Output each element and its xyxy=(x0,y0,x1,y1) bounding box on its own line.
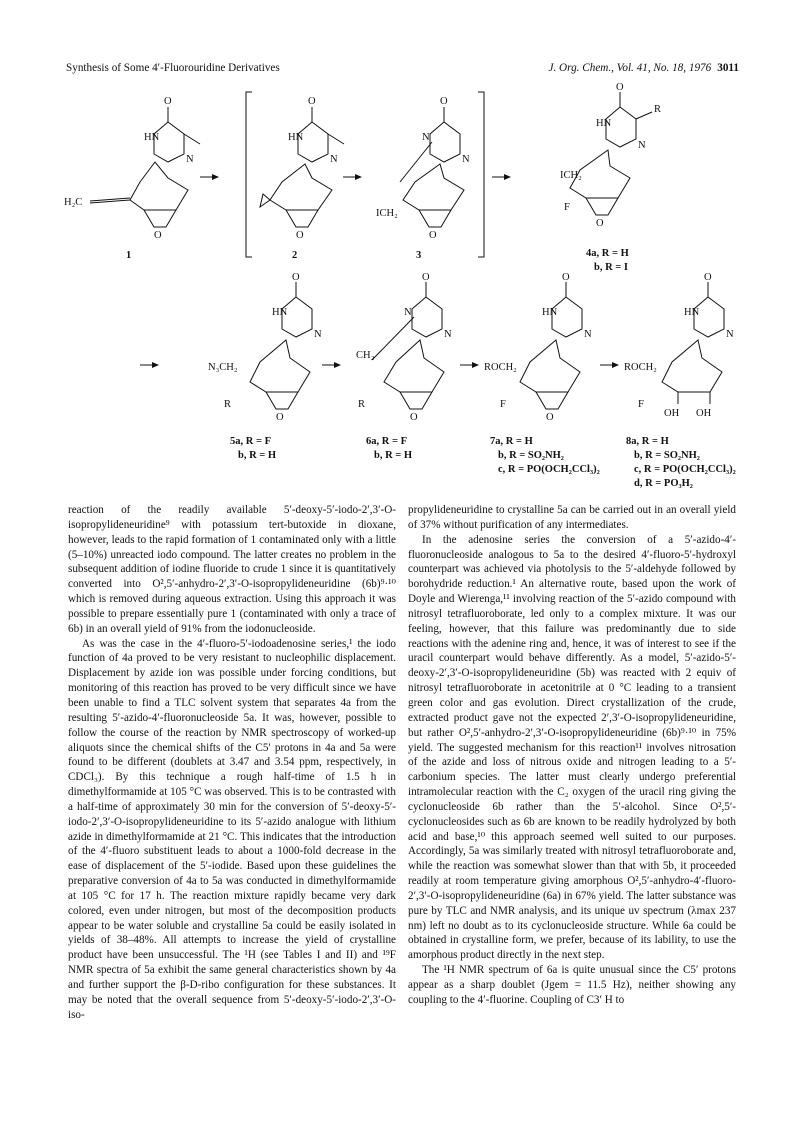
structure-1 xyxy=(90,107,200,227)
structure-3 xyxy=(400,107,464,227)
atom-label: N xyxy=(314,329,322,340)
paragraph: The ¹H NMR spectrum of 6a is quite unusual since the C5′ protons appear as a sharp doublet (Jgem = 11.5 Hz), neither showing any coupling to the 4′-fluorine. Coupling of C3′ H to xyxy=(408,964,736,1006)
paragraph: reaction of the readily available 5′-deoxy-5′-iodo-2′,3′-O-isopropylideneuridine⁹ with potassium tert-butoxide in dioxane, however, leads to the rapid formation of 1 contaminated only with a little (5–10%) unreacted iodo compound. The latter creates no problem in the subsequent addition of iodine fluoride to crude 1 since it is quantitatively converted into O²,5′-anhydro-2′,3′-O-isopropylideneuridine (6b)⁹·¹⁰ which is removed during aqueous extraction. Using this approach it was possible to prepare essentially pure 1 (contaminated with only a trace of 6b) in an overall yield of 91% from the iodonucleoside. xyxy=(68,504,396,635)
atom-label: F xyxy=(564,202,570,213)
atom-label: O xyxy=(616,82,624,93)
compound-label: 7a, R = H xyxy=(490,436,533,447)
atom-label: O xyxy=(429,230,437,241)
atom-label: F xyxy=(500,399,506,410)
bracket-right xyxy=(478,92,484,257)
atom-label: O xyxy=(308,96,316,107)
atom-label: ROCH₂ xyxy=(484,362,517,373)
atom-label: HN xyxy=(288,132,304,143)
atom-label: OH xyxy=(696,408,712,419)
compound-label: 8a, R = H xyxy=(626,436,669,447)
atom-label: HN xyxy=(542,307,558,318)
atom-label: N xyxy=(638,140,646,151)
atom-label: R xyxy=(358,399,366,410)
compound-label: b, R = SO₂NH₂ xyxy=(498,450,564,461)
structure-5 xyxy=(250,282,312,409)
atom-label: O xyxy=(704,272,712,283)
atom-label: O xyxy=(440,96,448,107)
compound-number: 2 xyxy=(292,250,298,261)
atom-label: N xyxy=(330,154,338,165)
atom-label: HN xyxy=(272,307,288,318)
text-column-left xyxy=(68,503,396,1023)
running-title: Synthesis of Some 4′-Fluorouridine Derivatives xyxy=(66,62,280,74)
structure-6 xyxy=(372,282,444,409)
page-number: 3011 xyxy=(717,62,739,74)
atom-label: R xyxy=(224,399,232,410)
atom-label: O xyxy=(164,96,172,107)
atom-label: R xyxy=(654,104,662,115)
atom-label: O xyxy=(562,272,570,283)
paragraph: propylideneuridine to crystalline 5a can be carried out in an overall yield of 37% without purification of any intermediates. xyxy=(408,504,736,531)
atom-label: O xyxy=(154,230,162,241)
structure-7 xyxy=(520,282,582,409)
atom-label: CH₂ xyxy=(356,350,375,361)
atom-label: F xyxy=(638,399,644,410)
compound-label: b, R = H xyxy=(374,450,413,461)
paragraph: In the adenosine series the conversion of a 5′-azido-4′-fluoronucleoside analogous to 5a to the desired 4′-fluoro-5′-hydroxyl counterpart was achieved via photolysis to the 5′-aldehyde followed by borohydride reduction.¹ An alternative route, based upon the work of Doyle and Wierenga,¹¹ involving reaction of the 5′-azido compound with nitrosyl tetrafluoroborate, led only to a complex mixture. It was our feeling, however, that this failure was predominantly due to side reactions with the adenine ring and, hence, it was of interest to see if the uracil counterpart would behave differently. As a model, 5′-azido-5′-deoxy-2′,3′-O-isopropylideneuridine (5b) was reacted with 2 equiv of nitrosyl tetrafluoroborate in acetonitrile at 0 °C leading to a transient green color and gas evolution. Direct crystallization of the crude, extracted product gave not the expected 2′,3′-O-isopropylideneuridine, but rather O²,5′-anhydro-2′,3′-O-isopropylideneuridine (6b)⁹·¹⁰ in 75% yield. The suggested mechanism for this reaction¹¹ involves nitrosation of the azide and loss of nitrous oxide and nitrogen leading to a 5′-carbonium species. The latter must clearly undergo preferential intramolecular reaction with the C₂ oxygen of the uracil ring giving the cyclonucleoside 6b rather than the 5′-alcohol. Since O²,5′-cyclonucleosides such as 6b are known to be readily hydrolyzed by both acid and base,¹⁰ this approach seemed well suited to our purposes. Accordingly, 5a was similarly treated with nitrosyl tetrafluoroborate and, while the reaction was somewhat slower than that with 5b, it proceeded readily at room temperature giving amorphous O²,5′-anhydro-4′-fluoro-2′,3′-O-isopropylideneuridine (6a) in 67% yield. The latter substance was pure by TLC and NMR analysis, and its unique uv spectrum (λmax 237 nm) left no doubt as to its cyclonucleoside structure. While 6a could be obtained in crystalline form, we prefer, because of its lability, to use the amorphous product directly in the next step. xyxy=(408,533,736,962)
atom-label: N₃CH₂ xyxy=(208,362,238,373)
atom-label: O xyxy=(296,230,304,241)
atom-label: ICH₂ xyxy=(560,170,582,181)
compound-label: b, R = I xyxy=(594,262,628,273)
atom-label: ROCH₂ xyxy=(624,362,657,373)
compound-number: 3 xyxy=(416,250,422,261)
journal-citation xyxy=(549,62,740,74)
compound-label: b, R = SO₂NH₂ xyxy=(634,450,700,461)
bracket-left xyxy=(246,92,252,257)
paragraph: As was the case in the 4′-fluoro-5′-iodoadenosine series,¹ the iodo function of 4a proved to be very resistant to nucleophilic displacement. Displacement by azide ion was possible under forcing conditions, but monitoring of this reaction has proved to be very difficult since we have been unable to find a TLC solvent system that separates 4a from the resulting 5′-azido-4′-fluoronucleoside 5a. It was, however, possible to follow the course of the reaction by NMR spectroscopy of worked-up aliquots since the chemical shifts of the C5′ protons in 4a and 5a were found to be different (doublets at 3.47 and 3.54 ppm, respectively, in CDCl₃). By this technique a rough half-time of 1.5 h in dimethylformamide at 105 °C was observed. This is to be contrasted with a half-time of approximately 30 min for the conversion of 5′-deoxy-5′-iodo-2′,3′-O-isopropylideneuridine to its 5′-azido analogue with lithium azide in dimethylformamide at 21 °C. This indicates that the introduction of the 4′-fluoro substituent leads to about a 1000-fold decrease in the ease of displacement of the 5′-iodide. Based upon these guidelines the preparative conversion of 4a to 5a was conducted in dimethylformamide at 105 °C for 17 h. The reaction mixture rapidly became very dark colored, even under nitrogen, but most of the decomposition products appear to be water soluble and crystalline 5a could be easily isolated in yields of 38–48%. All attempts to increase the yield of crystalline product have been unsuccessful. The ¹H (see Tables I and II) and ¹⁹F NMR spectra of 5a exhibit the same general characteristics shown by 4a and further support the β-D-ribo configuration for these substances. It may be noted that the overall sequence from 5′-deoxy-5′-iodo-2′,3′-O-iso- xyxy=(68,637,396,1021)
compound-label: d, R = PO₃H₂ xyxy=(634,478,693,489)
reaction-scheme xyxy=(60,82,750,502)
structure-4 xyxy=(570,92,652,215)
compound-label: 4a, R = H xyxy=(586,248,629,259)
atom-label: O xyxy=(276,412,284,423)
atom-label: N xyxy=(404,307,412,318)
atom-label: ICH₂ xyxy=(376,208,398,219)
compound-number: 1 xyxy=(126,250,132,261)
atom-label: HN xyxy=(144,132,160,143)
atom-label: O xyxy=(546,412,554,423)
atom-label: HN xyxy=(596,118,612,129)
compound-label: c, R = PO(OCH₂CCl₃)₂ xyxy=(634,464,736,475)
atom-label: O xyxy=(422,272,430,283)
atom-label: N xyxy=(584,329,592,340)
compound-label: 6a, R = F xyxy=(366,436,407,447)
atom-label: N xyxy=(726,329,734,340)
journal-name: J. Org. Chem., Vol. 41, No. 18, 1976 xyxy=(548,62,712,74)
atom-label: N xyxy=(422,132,430,143)
compound-label: c, R = PO(OCH₂CCl₃)₂ xyxy=(498,464,600,475)
atom-label: H₂C xyxy=(64,197,83,208)
compound-label: 5a, R = F xyxy=(230,436,271,447)
atom-label: N xyxy=(186,154,194,165)
atom-label: O xyxy=(410,412,418,423)
atom-label: N xyxy=(462,154,470,165)
atom-label: O xyxy=(292,272,300,283)
atom-label: O xyxy=(596,218,604,229)
atom-label: N xyxy=(444,329,452,340)
compound-label: b, R = H xyxy=(238,450,277,461)
text-column-right xyxy=(408,503,736,1008)
atom-label: OH xyxy=(664,408,680,419)
structure-8 xyxy=(662,282,724,404)
atom-label: HN xyxy=(684,307,700,318)
structure-2 xyxy=(260,107,344,227)
